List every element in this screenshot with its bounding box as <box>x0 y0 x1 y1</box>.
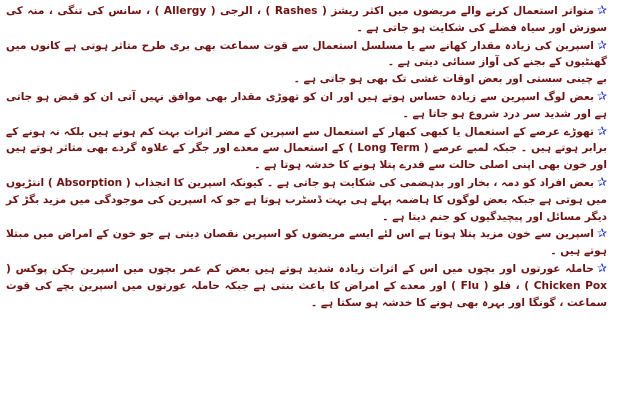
side-effect-item-5 <box>6 174 607 225</box>
item-text: متواتر استعمال کرنے والے مریضوں میں اکثر ریشز ( Rashes ) ، الرجی ( Allergy ) ، سانس کی تنگی ، منہ کی سوزش اور سیاہ فضلے کی شکایت ہو جاتی ہے ۔ <box>6 5 607 34</box>
star-bullet-icon: ✰ <box>596 3 608 17</box>
item-text: بعض لوگ اسپرین سے زیادہ حساس ہوتے ہیں اور ان کو تھوڑی مقدار بھی موافق نہیں آتی ان کو قبض ہو جاتی ہے اور شدید سر درد شروع ہو جاتا ہے ۔ <box>6 90 607 120</box>
side-effect-item-6 <box>6 225 607 260</box>
star-bullet-icon: ✰ <box>596 37 607 52</box>
star-bullet-icon: ✰ <box>596 260 607 275</box>
star-bullet-icon: ✰ <box>596 123 607 138</box>
side-effect-item-1 <box>6 2 607 37</box>
item-text: حاملہ عورتوں اور بچوں میں اس کے اثرات زیادہ شدید ہوتے ہیں بعض کم عمر بچوں میں اسپرین چکن پوکس ( Chicken Pox ) ، فلو ( Flu ) اور معدے کے امراض کا باعث بنتی ہے جبکہ حاملہ عورتوں میں اسپرین بچے کی قوت سماعت ، گونگا اور بہرہ بھی ہونے کا خدشہ ہو سکتا ہے ۔ <box>6 262 608 309</box>
item-text: اسپرین سے خون مزید پتلا ہوتا ہے اس لئے ایسے مریضوں کو اسپرین نقصان دیتی ہے جو خون کے امراض میں مبتلا ہوتے ہیں ۔ <box>6 228 607 258</box>
item-text: اسپرین کی زیادہ مقدار کھانے سے یا مسلسل استعمال سے قوت سماعت بھی بری طرح متاثر ہوتی ہے کانوں میں گھنٹیوں کے بجنے کی آواز سنائی دیتی ہے ۔ <box>6 39 607 69</box>
side-effect-item-2 <box>6 37 607 72</box>
item-text: بے چینی سستی اور بعض اوقات غشی تک بھی ہو جاتی ہے ۔ <box>293 73 607 86</box>
item-text: بعض افراد کو دمہ ، بخار اور بدہضمی کی شکایت ہو جاتی ہے ۔ کیونکہ اسپرین کا انجذاب ( Absorption ) انتڑیوں میں ہوتی ہے جبکہ بعض لوگوں کا ہاضمہ پہلے ہی بہت ڈسٹرب ہوتا ہے جو کہ اسپرین کی موجودگی میں مزید بگڑ کر دیگر مسائل اور پیچیدگیوں کو جنم دیتا ہے ۔ <box>6 176 607 223</box>
side-effect-item-4 <box>6 123 607 174</box>
side-effect-item-3 <box>6 88 607 123</box>
star-bullet-icon: ✰ <box>596 88 607 103</box>
star-bullet-icon: ✰ <box>596 174 607 189</box>
star-bullet-icon: ✰ <box>596 226 607 241</box>
item-text: تھوڑے عرصے کے استعمال یا کبھی کبھار کے استعمال سے اسپرین کے مضر اثرات بہت کم ہوتے ہیں بلکہ نہ ہونے کے برابر ہوتے ہیں ۔ جبکہ لمبے عرصے ( Long Term ) کے استعمال سے معدے اور جگر کے علاوہ گردے بھی متاثر ہوتے ہیں اور خون بھی اپنی اصلی حالت سے قدرے پتلا ہونے کا خدشہ ہوتا ہے ۔ <box>6 125 607 172</box>
side-effect-item-7 <box>6 260 607 311</box>
side-effect-item-2-continued <box>6 71 607 88</box>
